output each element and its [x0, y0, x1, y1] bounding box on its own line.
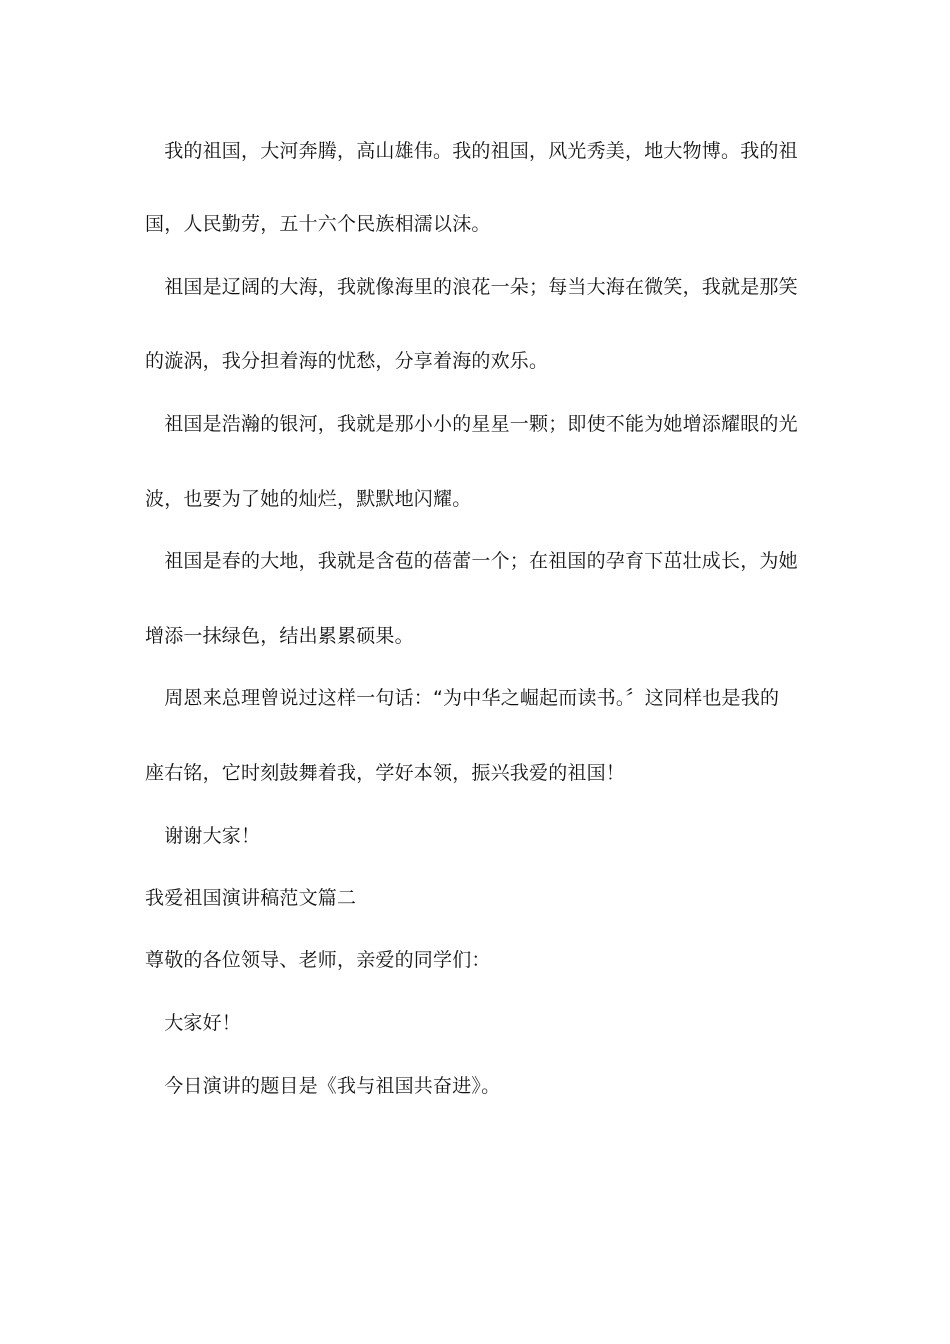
text-line-5: 祖国是浩瀚的银河，我就是那小小的星星一颗；即使不能为她增添耀眼的光: [145, 413, 798, 435]
text-line-8: 增添一抹绿色，结出累累硕果。: [145, 625, 414, 647]
text-line-6: 波，也要为了她的灿烂，默默地闪耀。: [145, 488, 472, 510]
text-line-1: 我的祖国，大河奔腾，高山雄伟。我的祖国，风光秀美，地大物博。我的祖: [145, 140, 798, 162]
section-heading: 我爱祖国演讲稿范文篇二: [145, 887, 357, 909]
text-line-11: 谢谢大家！: [145, 825, 261, 847]
text-line-15: 今日演讲的题目是《我与祖国共奋进》。: [145, 1075, 501, 1097]
text-line-10: 座右铭，它时刻鼓舞着我，学好本领，振兴我爱的祖国！: [145, 762, 626, 784]
text-line-3: 祖国是辽阔的大海，我就像海里的浪花一朵；每当大海在微笑，我就是那笑: [145, 276, 798, 298]
text-line-9: 周恩来总理曾说过这样一句话：“为中华之崛起而读书。〞这同样也是我的: [145, 687, 780, 709]
text-line-7: 祖国是春的大地，我就是含苞的蓓蕾一个；在祖国的孕育下茁壮成长，为她: [145, 550, 798, 572]
text-line-4: 的漩涡，我分担着海的忧愁，分享着海的欢乐。: [145, 350, 549, 372]
text-line-2: 国，人民勤劳，五十六个民族相濡以沫。: [145, 213, 491, 235]
text-line-14: 大家好！: [145, 1012, 242, 1034]
text-line-13: 尊敬的各位领导、老师，亲爱的同学们：: [145, 949, 491, 971]
